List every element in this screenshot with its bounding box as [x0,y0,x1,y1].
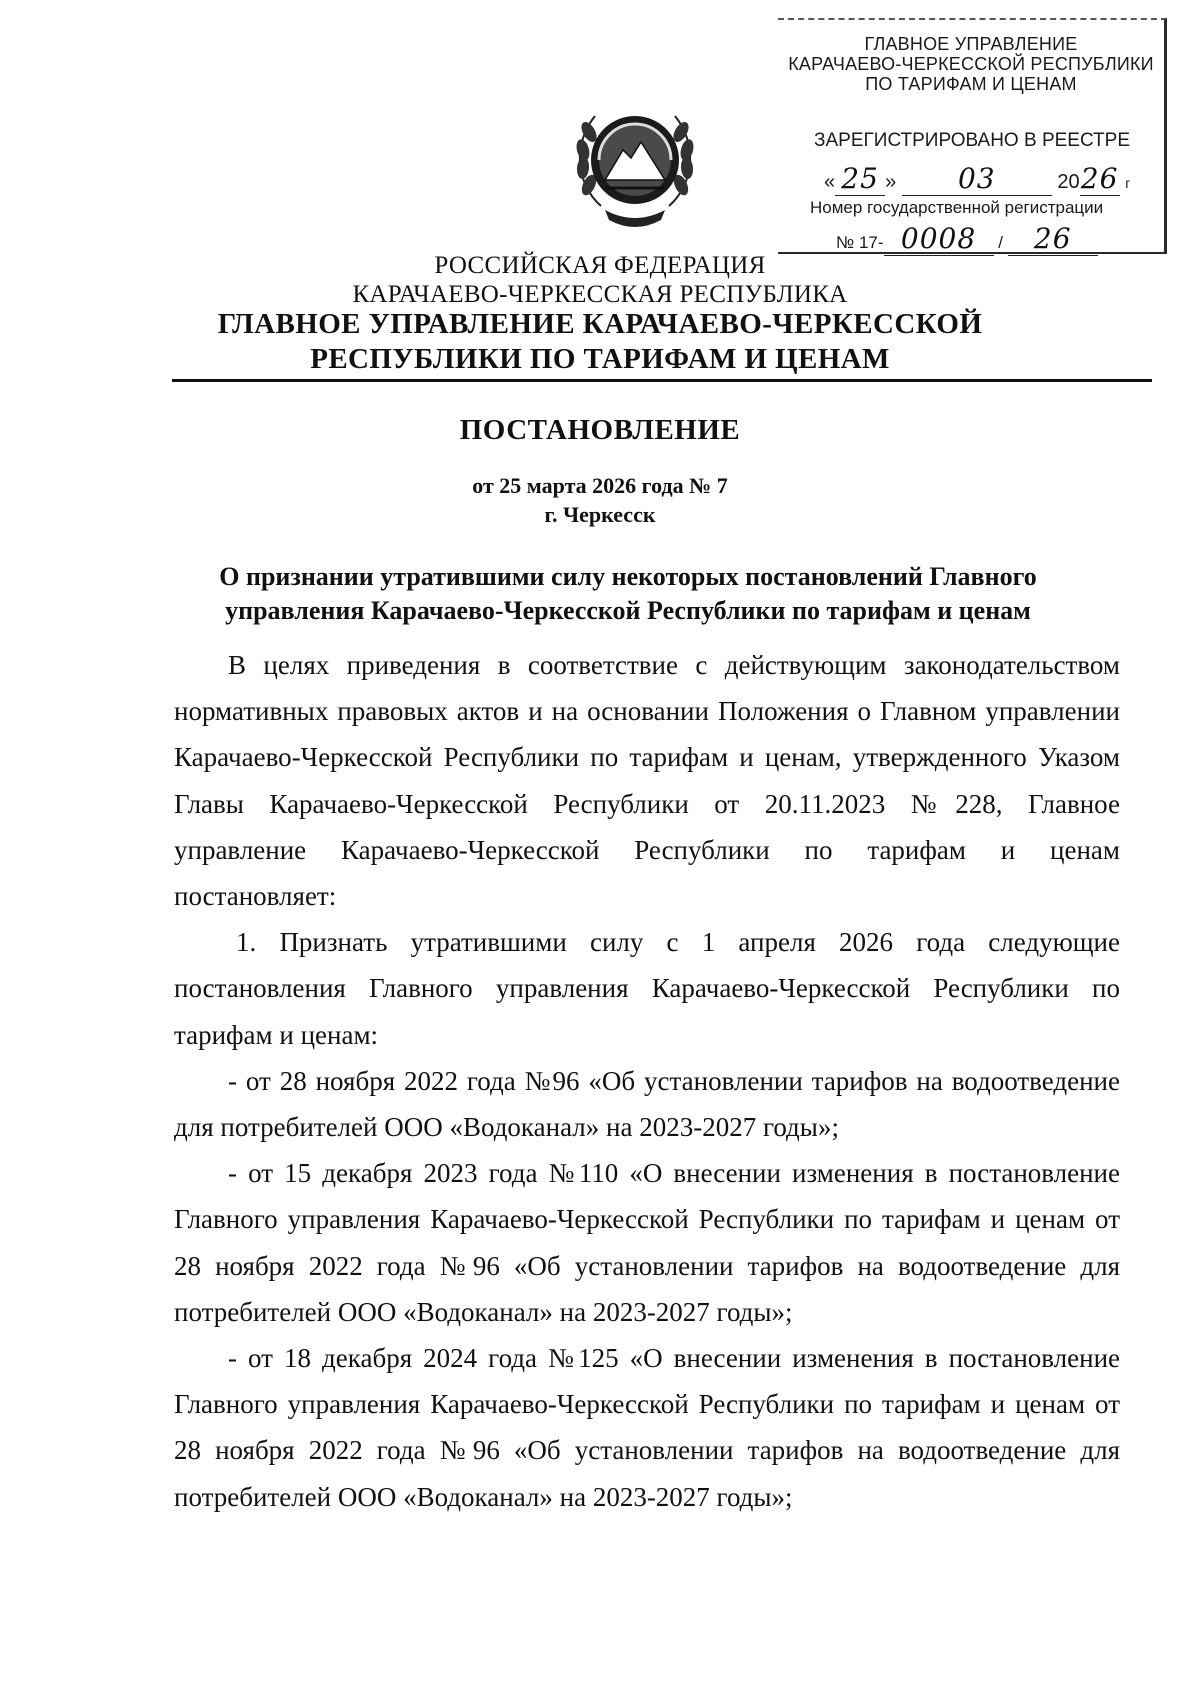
stamp-organization [778,34,1164,94]
stamp-month: 03 [902,162,1052,196]
document-city: г. Черкесск [544,502,656,527]
registration-stamp [778,18,1167,254]
header-authority-line-2: РЕСПУБЛИКИ ПО ТАРИФАМ И ЦЕНАМ [310,343,890,375]
body-point-1: 1. Признать утратившими силу с 1 апреля 2026 года следующие постановления Главного управления Карачаево-Черкесской Республики по тарифам и ценам: [174,927,1120,1050]
header-divider [172,379,1152,382]
stamp-number: № 17- 0008 / 26 [836,222,1098,256]
stamp-org-line-1: ГЛАВНОЕ УПРАВЛЕНИЕ [864,34,1078,54]
stamp-date: « 25 » 03 2026 г [824,162,1131,195]
stamp-number-value: 0008 [884,222,994,256]
body-list-item-3: - от 18 декабря 2024 года №125 «О внесении изменения в постановление Главного управления Карачаево-Черкесской Республики по тарифам и ценам от 28 ноября 2022 года №96 «Об установлении тарифов на водоотведение для потребителей ООО «Водоканал» на 2023-2027 годы»; [174,1343,1120,1512]
stamp-year-suffix: 26 [1080,162,1119,195]
coat-of-arms-icon [565,88,705,238]
body-list-item-2: - от 15 декабря 2023 года №110 «О внесении изменения в постановление Главного управления Карачаево-Черкесской Республики по тарифам и ценам от 28 ноября 2022 года №96 «Об установлении тарифов на водоотведение для потребителей ООО «Водоканал» на 2023-2027 годы»; [174,1158,1120,1327]
header-authority-line-1: ГЛАВНОЕ УПРАВЛЕНИЕ КАРАЧАЕВО-ЧЕРКЕССКОЙ [217,308,983,340]
header-country: РОССИЙСКАЯ ФЕДЕРАЦИЯ [434,252,766,279]
document-date-number: от 25 марта 2026 года № 7 [472,473,728,498]
stamp-number-prefix: № 17- [836,233,884,252]
document-title [160,560,1096,628]
stamp-number-label: Номер государственной регистрации [810,198,1104,217]
body-list-item-1: - от 28 ноября 2022 года №96 «Об установлении тарифов на водоотведение для потребителей ООО «Водоканал» на 2023-2027 годы»; [174,1065,1120,1143]
stamp-number-suffix: 26 [1008,222,1098,256]
stamp-day: 25 [835,162,885,196]
body-preamble: В целях приведения в соответствие с действующим законодательством нормативных правовых актов и на основании Положения о Главном управлении Карачаево-Черкесской Республики по тарифам и ценам, утвержденного Указом Главы Карачаево-Черкесской Республики от 20.11.2023 №228, Главное управление Карачаево-Черкесской Республики по тарифам и ценам постановляет: [174,650,1120,912]
document-title-line-2: управления Карачаево-Черкесской Республики по тарифам и ценам [225,596,1031,625]
document-body [174,642,1120,1520]
stamp-registered-label: ЗАРЕГИСТРИРОВАНО В РЕЕСТРЕ [814,130,1131,151]
stamp-year-unit: г [1125,175,1131,191]
stamp-org-line-2: КАРАЧАЕВО-ЧЕРКЕССКОЙ РЕСПУБЛИКИ [788,54,1154,74]
document-type: ПОСТАНОВЛЕНИЕ [459,414,741,446]
stamp-year-prefix: 20 [1057,171,1080,193]
document-title-line-1: О признании утратившими силу некоторых постановлений Главного [219,562,1037,591]
stamp-org-line-3: ПО ТАРИФАМ И ЦЕНАМ [865,74,1077,94]
header-republic: КАРАЧАЕВО-ЧЕРКЕССКАЯ РЕСПУБЛИКА [352,281,848,308]
